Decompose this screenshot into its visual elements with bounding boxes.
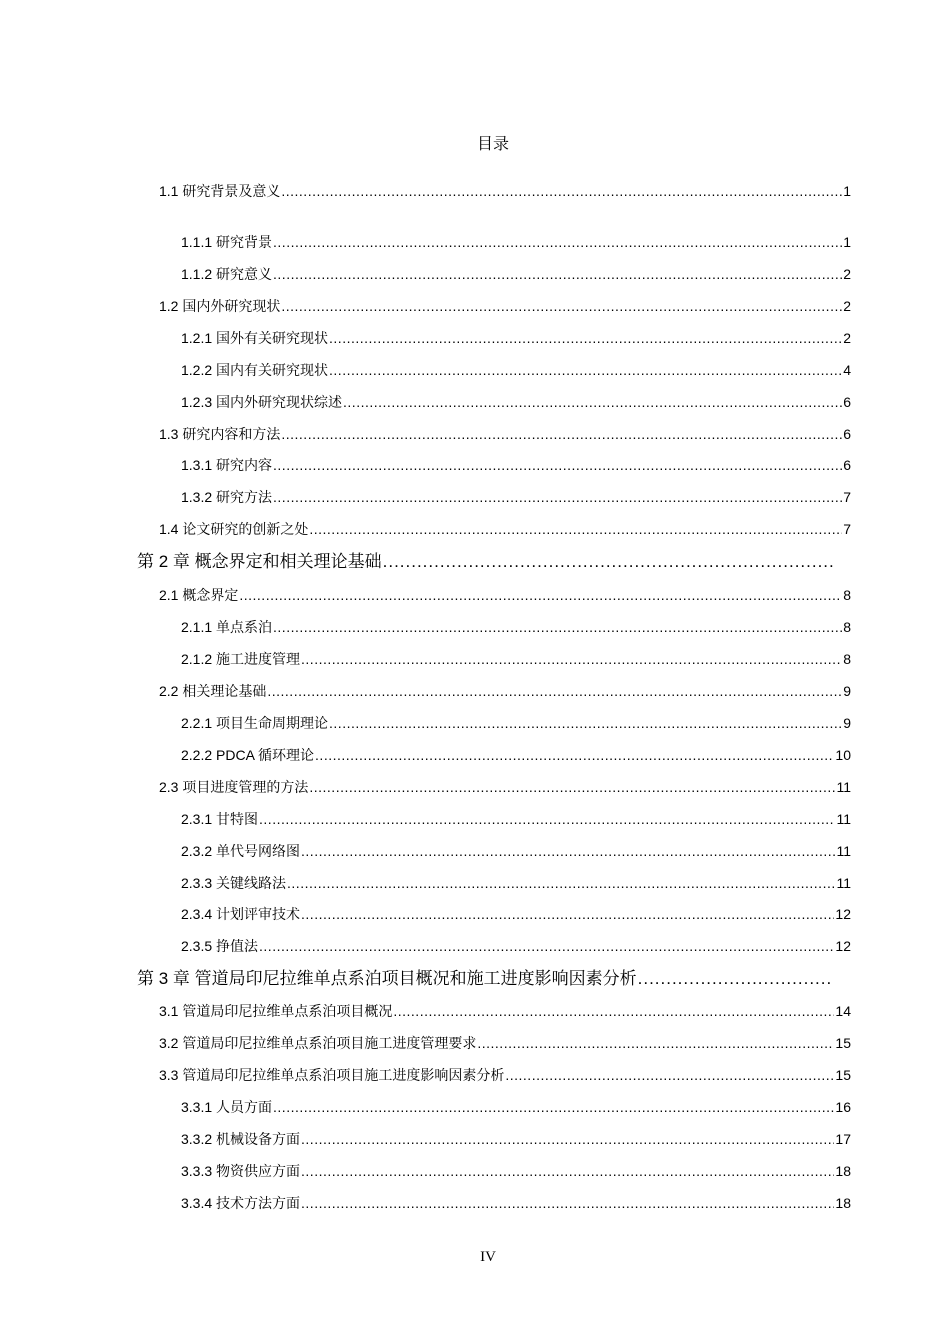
toc-leader (301, 1129, 834, 1149)
toc-leader (301, 904, 834, 924)
toc-page: 10 (835, 747, 851, 763)
toc-entry-2-3-4[interactable] (181, 904, 851, 924)
toc-leader (267, 681, 842, 701)
toc-entry-3-1[interactable] (159, 1001, 851, 1021)
toc-entry-1-2[interactable] (159, 296, 851, 316)
toc-page: 11 (836, 875, 851, 891)
toc-leader (309, 519, 842, 539)
toc-leader (477, 1033, 834, 1053)
toc-label: 1.2.2 国内有关研究现状 (181, 362, 329, 378)
toc-label: 2.3.2 单代号网络图 (181, 843, 301, 859)
toc-label: 2.2 相关理论基础 (159, 683, 267, 699)
toc-title: 目录 (476, 136, 509, 153)
toc-page: 12 (835, 938, 851, 954)
toc-leader (273, 264, 842, 284)
toc-entry-1-1-1[interactable] (181, 232, 851, 252)
toc-leader (383, 552, 836, 572)
toc-page: 18 (835, 1163, 851, 1179)
toc-label: 1.2 国内外研究现状 (159, 298, 281, 314)
toc-label: 3.3 管道局印尼拉维单点系泊项目施工进度影响因素分析 (159, 1067, 505, 1083)
toc-label: 2.3.1 甘特图 (181, 811, 259, 827)
toc-entry-2-2-2[interactable] (181, 745, 851, 765)
toc-page: 9 (843, 715, 851, 731)
toc-page: 2 (843, 298, 851, 314)
toc-entry-2-1-1[interactable] (181, 617, 851, 637)
toc-leader (301, 1193, 834, 1213)
toc-leader (343, 392, 842, 412)
toc-leader (301, 841, 835, 861)
toc-entry-2-3[interactable] (159, 777, 851, 797)
toc-leader (638, 969, 830, 989)
toc-entry-2-3-2[interactable] (181, 841, 851, 861)
toc-label: 第 2 章 概念界定和相关理论基础 (137, 552, 382, 571)
toc-entry-2-2-1[interactable] (181, 713, 851, 733)
toc-entry-2-2[interactable] (159, 681, 851, 701)
toc-entry-1-2-3[interactable] (181, 392, 851, 412)
toc-leader (287, 873, 835, 893)
page-number: IV (480, 1249, 496, 1265)
toc-label: 1.2.3 国内外研究现状综述 (181, 394, 343, 410)
toc-leader (273, 487, 842, 507)
toc-page: 1 (843, 234, 851, 250)
toc-label: 2.1.2 施工进度管理 (181, 651, 301, 667)
toc-label: 1.1.1 研究背景 (181, 234, 273, 250)
toc-page: 6 (843, 426, 851, 442)
toc-page: 1 (843, 183, 851, 199)
toc-leader (281, 296, 842, 316)
toc-leader (315, 745, 834, 765)
toc-page: 7 (843, 521, 851, 537)
toc-entry-3-3-2[interactable] (181, 1129, 851, 1149)
toc-page: 14 (835, 1003, 851, 1019)
toc-leader (281, 181, 842, 201)
toc-page: 18 (835, 1195, 851, 1211)
toc-entry-1-3-2[interactable] (181, 487, 851, 507)
toc-entry-2-3-3[interactable] (181, 873, 851, 893)
toc-leader (273, 1097, 834, 1117)
toc-entry-2-3-5[interactable] (181, 936, 851, 956)
toc-label: 2.2.2 PDCA 循环理论 (181, 747, 315, 763)
toc-leader (329, 328, 842, 348)
toc-entry-1-2-1[interactable] (181, 328, 851, 348)
toc-entry-3-3-4[interactable] (181, 1193, 851, 1213)
toc-leader (273, 232, 842, 252)
toc-leader (329, 360, 842, 380)
toc-page: 6 (843, 457, 851, 473)
toc-page: 2 (843, 330, 851, 346)
toc-leader (273, 617, 842, 637)
toc-label: 2.3.5 挣值法 (181, 938, 259, 954)
toc-label: 3.3.2 机械设备方面 (181, 1131, 301, 1147)
toc-page: 15 (835, 1067, 851, 1083)
toc-entry-1-4[interactable] (159, 519, 851, 539)
toc-page: 11 (836, 811, 851, 827)
toc-label: 2.1.1 单点系泊 (181, 619, 273, 635)
toc-label: 1.3.1 研究内容 (181, 457, 273, 473)
toc-label: 2.3.3 关键线路法 (181, 875, 287, 891)
toc-entry-1-3[interactable] (159, 424, 851, 444)
toc-label: 1.2.1 国外有关研究现状 (181, 330, 329, 346)
toc-chapter-2[interactable] (137, 552, 837, 572)
toc-label: 2.3 项目进度管理的方法 (159, 779, 309, 795)
toc-page: 2 (843, 266, 851, 282)
toc-label: 1.1 研究背景及意义 (159, 183, 281, 199)
toc-entry-2-3-1[interactable] (181, 809, 851, 829)
toc-label: 3.3.4 技术方法方面 (181, 1195, 301, 1211)
toc-page: 8 (843, 619, 851, 635)
toc-leader (239, 585, 842, 605)
toc-label: 3.3.3 物资供应方面 (181, 1163, 301, 1179)
toc-leader (393, 1001, 834, 1021)
toc-page: 11 (836, 843, 851, 859)
toc-label: 1.3 研究内容和方法 (159, 426, 281, 442)
toc-page: 12 (835, 906, 851, 922)
toc-label: 1.4 论文研究的创新之处 (159, 521, 309, 537)
toc-entry-3-3-1[interactable] (181, 1097, 851, 1117)
toc-leader (301, 649, 842, 669)
toc-entry-3-2[interactable] (159, 1033, 851, 1053)
toc-entry-1-2-2[interactable] (181, 360, 851, 380)
toc-label: 2.1 概念界定 (159, 587, 239, 603)
toc-page: 16 (835, 1099, 851, 1115)
toc-page: 15 (835, 1035, 851, 1051)
toc-entry-3-3[interactable] (159, 1065, 851, 1085)
toc-leader (309, 777, 835, 797)
toc-label: 第 3 章 管道局印尼拉维单点系泊项目概况和施工进度影响因素分析 (137, 969, 637, 988)
toc-leader (273, 455, 842, 475)
toc-page: 8 (843, 587, 851, 603)
toc-label: 1.1.2 研究意义 (181, 266, 273, 282)
toc-label: 1.3.2 研究方法 (181, 489, 273, 505)
toc-leader (259, 936, 834, 956)
toc-entry-1-3-1[interactable] (181, 455, 851, 475)
toc-page: 6 (843, 394, 851, 410)
toc-page: 8 (843, 651, 851, 667)
toc-leader (259, 809, 835, 829)
toc-chapter-3[interactable] (137, 969, 831, 989)
toc-label: 3.2 管道局印尼拉维单点系泊项目施工进度管理要求 (159, 1035, 477, 1051)
toc-label: 2.2.1 项目生命周期理论 (181, 715, 329, 731)
toc-entry-1-1-2[interactable] (181, 264, 851, 284)
toc-page: 7 (843, 489, 851, 505)
toc-leader (329, 713, 842, 733)
toc-entry-3-3-3[interactable] (181, 1161, 851, 1181)
toc-entry-2-1-2[interactable] (181, 649, 851, 669)
toc-leader (281, 424, 842, 444)
toc-entry-2-1[interactable] (159, 585, 851, 605)
toc-page: 11 (836, 779, 851, 795)
toc-label: 3.1 管道局印尼拉维单点系泊项目概况 (159, 1003, 393, 1019)
toc-page: 9 (843, 683, 851, 699)
toc-page: 17 (835, 1131, 851, 1147)
toc-leader (301, 1161, 834, 1181)
toc-label: 3.3.1 人员方面 (181, 1099, 273, 1115)
toc-leader (505, 1065, 834, 1085)
toc-page: 4 (843, 362, 851, 378)
toc-label: 2.3.4 计划评审技术 (181, 906, 301, 922)
toc-entry-1-1[interactable] (159, 181, 851, 201)
